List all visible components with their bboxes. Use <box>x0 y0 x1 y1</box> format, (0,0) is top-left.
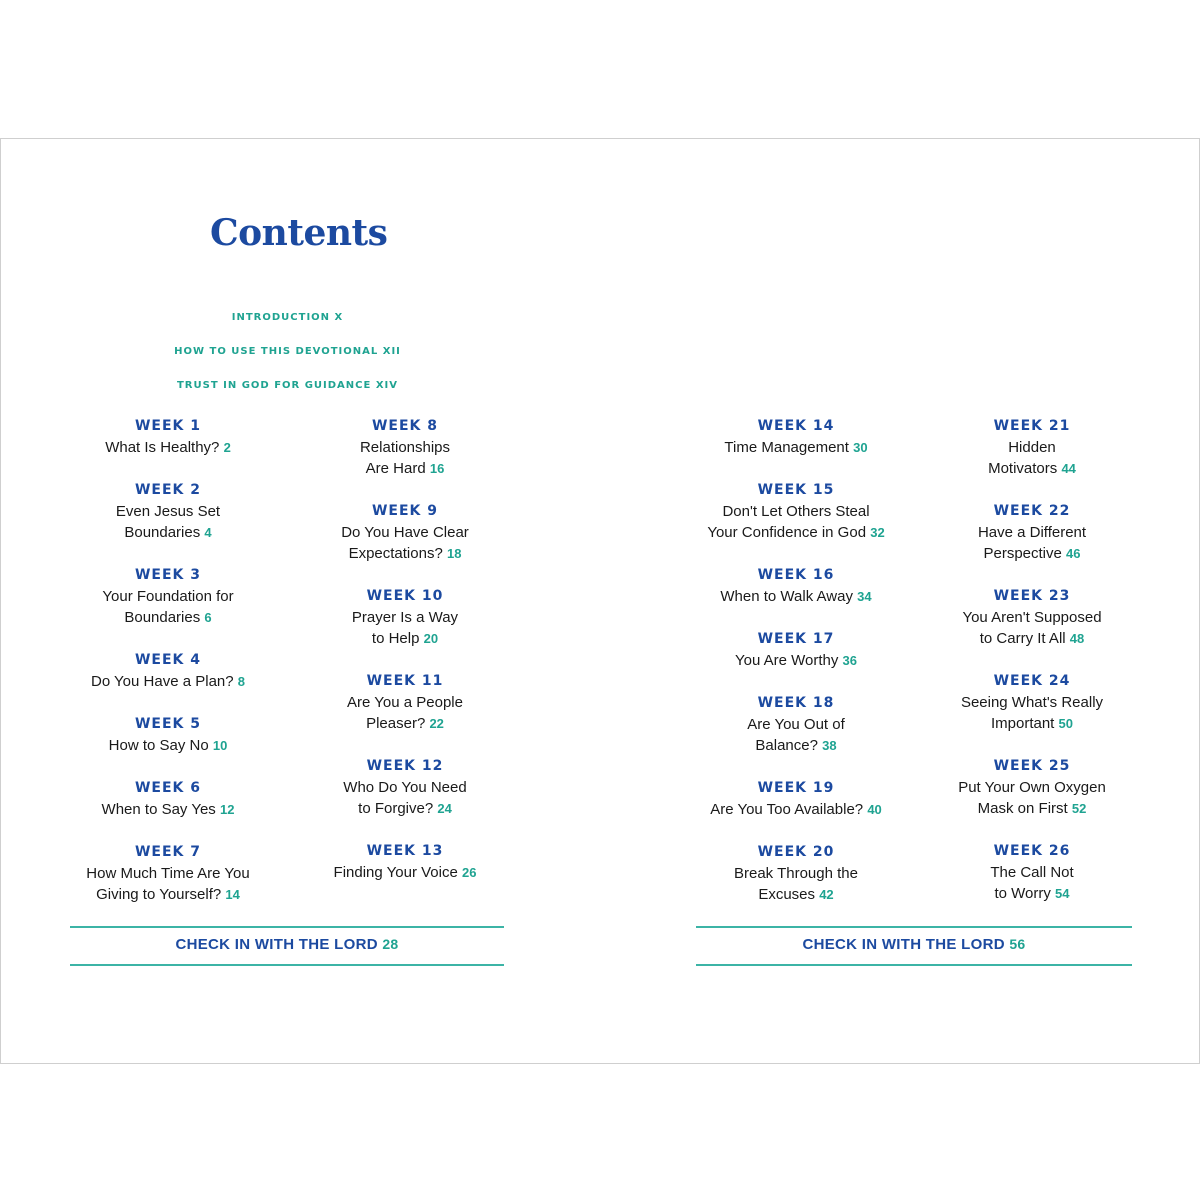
week-label: WEEK 11 <box>366 673 444 689</box>
entry-title <box>676 799 916 820</box>
entry-title-line <box>912 543 1152 564</box>
entry-page-number: 4 <box>204 525 212 540</box>
entry-title-text: What Is Healthy? <box>105 439 220 456</box>
entry-title-line <box>676 522 916 543</box>
entry-title-line <box>285 607 525 628</box>
entry-title <box>676 863 916 905</box>
entry-page-number: 44 <box>1061 461 1076 476</box>
week-label: WEEK 16 <box>757 567 835 583</box>
entry-title-text: When to Walk Away <box>720 588 853 605</box>
entry-title-line <box>285 628 525 649</box>
front-matter-page: XIV <box>375 380 398 391</box>
entry-title-line <box>912 883 1152 904</box>
entry-title-line <box>676 799 916 820</box>
entry-title <box>676 714 916 756</box>
week-label: WEEK 7 <box>134 844 202 860</box>
entry-title-line <box>912 437 1152 458</box>
toc-entry <box>48 842 288 905</box>
entry-title-text: Have a Different <box>977 524 1087 541</box>
entry-title-text: You Are Worthy <box>734 652 839 669</box>
week-label: WEEK 1 <box>134 418 202 434</box>
entry-title-text: Time Management <box>724 439 849 456</box>
week-label: WEEK 13 <box>366 843 444 859</box>
entry-page-number: 40 <box>867 802 882 817</box>
week-label: WEEK 9 <box>371 503 439 519</box>
check-in-page: 28 <box>382 936 399 952</box>
entry-title-text: to Help <box>371 630 420 647</box>
entry-title-line <box>676 650 916 671</box>
toc-entry <box>676 629 916 671</box>
entry-title-text: How to Say No <box>108 737 209 754</box>
entry-title-line <box>285 437 525 458</box>
toc-entry <box>48 650 288 692</box>
entry-title-line <box>48 437 288 458</box>
entry-title-text: Boundaries <box>124 609 201 626</box>
entry-title-line <box>48 863 288 884</box>
week-label: WEEK 25 <box>993 758 1071 774</box>
toc-entry <box>676 778 916 820</box>
entry-title-line <box>912 798 1152 819</box>
entry-page-number: 52 <box>1071 801 1087 816</box>
entry-title-text: The Call Not <box>990 864 1074 881</box>
week-label: WEEK 17 <box>757 631 835 647</box>
entry-title-line <box>285 862 525 883</box>
front-matter-page: XII <box>382 346 401 357</box>
page-title: Contents <box>210 212 388 254</box>
entry-title <box>48 437 288 458</box>
entry-page-number: 42 <box>819 887 834 902</box>
entry-title-text: to Carry It All <box>979 630 1066 647</box>
entry-title-line <box>285 543 525 564</box>
entry-title-text: Break Through the <box>734 865 858 882</box>
entry-title <box>48 586 288 628</box>
entry-page-number: 6 <box>204 610 212 625</box>
front-matter-page: X <box>334 312 344 323</box>
entry-title-text: Are You Out of <box>747 716 845 733</box>
toc-entry <box>912 756 1152 819</box>
entry-title <box>48 863 288 905</box>
front-matter-trust-in-god <box>130 380 445 391</box>
entry-title-line <box>912 522 1152 543</box>
toc-entry <box>285 671 525 734</box>
entry-title-text: Seeing What's Really <box>960 694 1104 711</box>
toc-entry <box>676 842 916 905</box>
entry-page-number: 30 <box>853 440 868 455</box>
entry-title <box>48 799 288 820</box>
entry-title-text: Prayer Is a Way <box>351 609 459 626</box>
week-label: WEEK 5 <box>134 716 202 732</box>
entry-title-text: How Much Time Are You <box>86 865 250 882</box>
entry-title <box>676 437 916 458</box>
week-label: WEEK 22 <box>993 503 1071 519</box>
entry-title-line <box>285 692 525 713</box>
entry-title-text: Perspective <box>983 545 1062 562</box>
week-label: WEEK 15 <box>757 482 835 498</box>
entry-title-text: to Worry <box>994 885 1051 902</box>
front-matter-label: INTRODUCTION <box>231 312 331 323</box>
entry-title <box>48 671 288 692</box>
toc-entry <box>48 565 288 628</box>
entry-page-number: 32 <box>870 525 885 540</box>
entry-title <box>912 692 1152 734</box>
entry-title-text: Pleaser? <box>366 715 426 732</box>
check-in-label: CHECK IN WITH THE LORD <box>175 936 378 953</box>
front-matter-how-to-use <box>130 346 445 357</box>
entry-title <box>912 522 1152 564</box>
entry-title <box>48 501 288 543</box>
toc-entry <box>676 565 916 607</box>
entry-title-line <box>48 735 288 756</box>
entry-title-line <box>676 501 916 522</box>
entry-title-line <box>912 458 1152 479</box>
entry-page-number: 54 <box>1055 886 1070 901</box>
entry-title-text: Hidden <box>1008 439 1056 456</box>
week-label: WEEK 3 <box>134 567 202 583</box>
entry-title-line <box>912 607 1152 628</box>
entry-title-text: Balance? <box>755 737 818 754</box>
entry-title-line <box>676 884 916 905</box>
week-label: WEEK 4 <box>134 652 202 668</box>
toc-entry <box>285 756 525 819</box>
toc-entry <box>676 693 916 756</box>
entry-page-number: 14 <box>225 887 240 902</box>
entry-title-text: Your Foundation for <box>102 588 234 605</box>
toc-entry <box>676 416 916 458</box>
entry-title-text: Finding Your Voice <box>333 864 458 881</box>
entry-title-line <box>912 713 1152 734</box>
week-label: WEEK 10 <box>366 588 444 604</box>
entry-page-number: 12 <box>219 802 235 817</box>
entry-page-number: 24 <box>437 801 452 816</box>
entry-title-text: Are You a People <box>347 694 463 711</box>
front-matter-label: HOW TO USE THIS DEVOTIONAL <box>174 346 379 357</box>
entry-title-text: You Aren't Supposed <box>962 609 1102 626</box>
entry-title-line <box>285 458 525 479</box>
entry-title-text: Do You Have Clear <box>341 524 469 541</box>
entry-title <box>912 437 1152 479</box>
entry-title-line <box>48 522 288 543</box>
entry-title-line <box>676 863 916 884</box>
entry-title <box>285 437 525 479</box>
entry-title <box>676 501 916 543</box>
entry-page-number: 38 <box>822 738 837 753</box>
check-in-label: CHECK IN WITH THE LORD <box>802 936 1005 953</box>
toc-entry <box>912 841 1152 904</box>
toc-entry <box>285 586 525 649</box>
toc-entry <box>912 586 1152 649</box>
entry-title-line <box>48 799 288 820</box>
entry-page-number: 26 <box>461 865 477 880</box>
week-label: WEEK 8 <box>371 418 439 434</box>
entry-title <box>285 692 525 734</box>
week-label: WEEK 12 <box>366 758 444 774</box>
entry-title-line <box>48 884 288 905</box>
toc-entry <box>912 671 1152 734</box>
week-label: WEEK 19 <box>757 780 835 796</box>
week-label: WEEK 14 <box>757 418 835 434</box>
week-label: WEEK 24 <box>993 673 1071 689</box>
entry-page-number: 20 <box>423 631 439 646</box>
entry-page-number: 8 <box>237 674 246 689</box>
toc-entry <box>285 416 525 479</box>
check-in-page: 56 <box>1009 936 1026 952</box>
entry-title-line <box>912 777 1152 798</box>
week-label: WEEK 23 <box>993 588 1071 604</box>
entry-title-line <box>48 607 288 628</box>
entry-title-text: to Forgive? <box>358 800 434 817</box>
entry-page-number: 16 <box>429 461 445 476</box>
entry-title <box>285 862 525 883</box>
toc-entry <box>48 480 288 543</box>
entry-title-line <box>285 713 525 734</box>
toc-entry <box>48 416 288 458</box>
entry-title-line <box>912 628 1152 649</box>
entry-title <box>48 735 288 756</box>
entry-title-text: Who Do You Need <box>343 779 467 796</box>
entry-page-number: 46 <box>1066 546 1081 561</box>
entry-title-text: Important <box>990 715 1055 732</box>
entry-title-text: Even Jesus Set <box>115 503 221 520</box>
week-label: WEEK 6 <box>134 780 202 796</box>
entry-title <box>285 522 525 564</box>
entry-title <box>912 862 1152 904</box>
toc-entry <box>912 501 1152 564</box>
toc-entry <box>676 480 916 543</box>
toc-entry <box>48 778 288 820</box>
entry-title <box>285 777 525 819</box>
entry-title <box>285 607 525 649</box>
entry-title-text: Expectations? <box>348 545 443 562</box>
entry-title <box>912 777 1152 819</box>
week-label: WEEK 26 <box>993 843 1071 859</box>
check-in-left <box>70 936 504 953</box>
rule-top-left <box>70 926 504 928</box>
entry-title-line <box>285 522 525 543</box>
entry-title-text: Put Your Own Oxygen <box>958 779 1106 796</box>
toc-entry <box>48 714 288 756</box>
entry-title-text: Giving to Yourself? <box>96 886 222 903</box>
entry-title-line <box>48 586 288 607</box>
entry-title-text: When to Say Yes <box>101 801 216 818</box>
entry-title-text: Are Hard <box>365 460 426 477</box>
rule-bottom-left <box>70 964 504 966</box>
check-in-right <box>696 936 1132 953</box>
entry-title-line <box>676 714 916 735</box>
entry-title-line <box>676 437 916 458</box>
entry-page-number: 18 <box>446 546 462 561</box>
entry-title-text: Don't Let Others Steal <box>722 503 870 520</box>
entry-title-line <box>48 501 288 522</box>
entry-title-line <box>912 692 1152 713</box>
entry-title-text: Boundaries <box>124 524 201 541</box>
entry-title-line <box>676 586 916 607</box>
entry-page-number: 10 <box>212 738 228 753</box>
week-label: WEEK 18 <box>757 695 835 711</box>
entry-page-number: 34 <box>857 589 872 604</box>
entry-title-text: Relationships <box>359 439 451 456</box>
rule-bottom-right <box>696 964 1132 966</box>
entry-page-number: 36 <box>842 653 858 668</box>
toc-entry <box>912 416 1152 479</box>
entry-title-text: Motivators <box>988 460 1058 477</box>
rule-top-right <box>696 926 1132 928</box>
entry-page-number: 22 <box>429 716 444 731</box>
entry-title-text: Are You Too Available? <box>710 801 864 818</box>
entry-title-line <box>285 798 525 819</box>
week-label: WEEK 2 <box>134 482 202 498</box>
entry-title-text: Mask on First <box>977 800 1068 817</box>
entry-title-text: Excuses <box>758 886 816 903</box>
week-label: WEEK 20 <box>757 844 835 860</box>
entry-title-line <box>676 735 916 756</box>
entry-title-line <box>285 777 525 798</box>
entry-page-number: 50 <box>1058 716 1073 731</box>
entry-page-number: 2 <box>223 440 231 455</box>
entry-title <box>912 607 1152 649</box>
entry-page-number: 48 <box>1069 631 1085 646</box>
week-label: WEEK 21 <box>993 418 1071 434</box>
entry-title <box>676 650 916 671</box>
entry-title <box>676 586 916 607</box>
entry-title-line <box>912 862 1152 883</box>
entry-title-line <box>48 671 288 692</box>
front-matter-introduction <box>130 312 445 323</box>
toc-entry <box>285 501 525 564</box>
entry-title-text: Your Confidence in God <box>707 524 867 541</box>
front-matter-label: TRUST IN GOD FOR GUIDANCE <box>176 380 372 391</box>
toc-entry <box>285 841 525 883</box>
entry-title-text: Do You Have a Plan? <box>90 673 234 690</box>
